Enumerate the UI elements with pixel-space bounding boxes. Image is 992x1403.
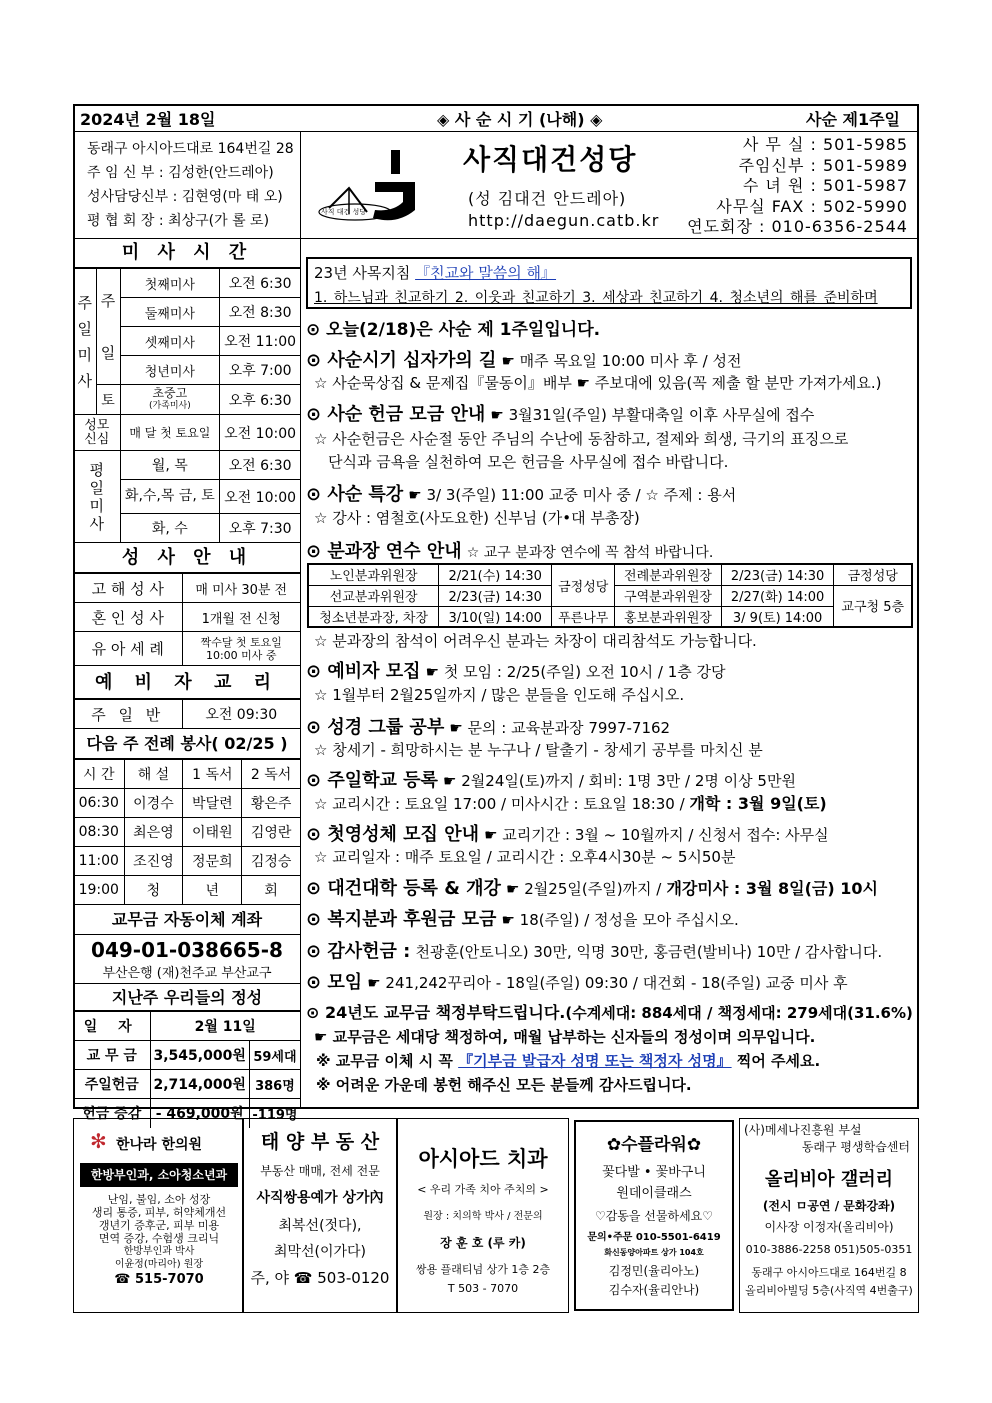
- offering-header: 일 자: [74, 1012, 150, 1041]
- weekday-mass-label: 평 일 미 사: [74, 451, 120, 543]
- left-column: [74, 238, 300, 1128]
- training-date: 3/10(일) 14:00: [439, 606, 552, 627]
- sacrament-table: [74, 573, 300, 666]
- contact-list: [687, 135, 908, 238]
- weekday-days: 화, 수: [120, 514, 220, 543]
- ad-line: 면역 증강, 수험생 크리닉: [98, 1232, 220, 1245]
- office-fax: 사무실 FAX : 502-5990: [716, 196, 908, 216]
- divider: [74, 131, 919, 132]
- service-person: 김정승: [242, 847, 300, 876]
- offering-title: 지난주 우리들의 정성: [74, 984, 300, 1011]
- notice-heading: ⊙ 모임: [306, 972, 363, 993]
- training-place: 교구청 5층: [834, 585, 912, 627]
- parish-name: 사직대건성당: [463, 143, 638, 176]
- notice-heading: ⊙ 주일학교 등록: [306, 770, 438, 791]
- service-time: 08:30: [74, 818, 124, 847]
- council-president: 평 협 회 장 : 최상구(가 롤 로): [87, 213, 270, 229]
- notice-sub: 단식과 금욕을 실천하여 모은 헌금을 사무실에 접수 바랍니다.: [328, 453, 729, 471]
- training-table: [307, 563, 913, 628]
- sacrament-info: 1개월 전 신청: [182, 603, 300, 632]
- training-place: 푸른나무: [552, 606, 615, 627]
- saturday-mass-label: 초중고: [152, 385, 188, 400]
- parish-patron: (성 김대건 안드레아): [468, 189, 627, 208]
- service-person: 조진영: [124, 847, 183, 876]
- notice-sub: ☆ 창세기 - 희망하시는 분 누구나 / 탈출기 - 창세기 공부를 마치신 분: [314, 741, 763, 759]
- offering-count: 59세대: [249, 1041, 300, 1070]
- offering-amount: 2,714,000원: [150, 1070, 249, 1099]
- motto-items: 1. 하느님과 친교하기 2. 이웃과 친교하기 3. 세상과 친교하기 4. 청소년의 해를 준비하며: [314, 290, 878, 306]
- notice-heading: ⊙ 분과장 연수 안내: [306, 541, 462, 562]
- service-person: 최은영: [124, 818, 183, 847]
- convent-phone: 수 녀 원 : 501-5987: [742, 176, 908, 195]
- sacrament-info: 짝수달 첫 토요일 10:00 미사 중: [182, 632, 300, 666]
- ad-olivia-gallery: [739, 1118, 919, 1313]
- service-title: 다음 주 전례 봉사( 02/25 ): [74, 729, 300, 759]
- ad-line: 부동산 매매, 전세 전문: [260, 1164, 380, 1178]
- notice-heading: ⊙ 예비자 모집: [306, 661, 421, 682]
- training-date: 3/ 9(토) 14:00: [721, 606, 834, 627]
- ad-taeyang-realty: [243, 1118, 397, 1313]
- notice-sub: [314, 791, 827, 814]
- assistant-priest: 성사담당신부 : 김현영(마 태 오): [87, 189, 283, 205]
- sacrament-name: 고 해 성 사: [74, 574, 182, 603]
- service-person: 박달련: [183, 789, 242, 818]
- training-role: 홍보분과위원장: [615, 606, 721, 627]
- mass-time: 오전 6:30: [220, 269, 300, 298]
- offering-amount: 3,545,000원: [150, 1041, 249, 1070]
- ad-line: < 우리 가족 치아 주치의 >: [417, 1183, 549, 1196]
- office-phone: 사 무 실 : 501-5985: [742, 135, 908, 154]
- sacrament-title: 성 사 안 내: [74, 543, 300, 573]
- notice-training: [306, 537, 713, 563]
- notice-thanks-offering: [306, 937, 882, 963]
- ad-name: 태 양 부 동 산: [260, 1131, 380, 1153]
- service-header: 시 간: [74, 760, 124, 789]
- motto-title: 『친교와 말씀의 해』: [415, 264, 557, 282]
- catechumen-class: 주 일 반: [74, 700, 182, 729]
- marian-devotion-time: 오전 10:00: [220, 415, 300, 451]
- service-time: 19:00: [74, 876, 124, 905]
- ad-phone: ☎ 515-7070: [114, 1272, 204, 1287]
- ad-line: 한방부인과 박사: [123, 1246, 195, 1257]
- ad-line: 올리비아빌딩 5층(사직역 4번출구): [745, 1284, 913, 1297]
- notice-lecture: [306, 480, 736, 506]
- notice-detail: ☛ 문의 : 교육분과장 7997-7162: [449, 719, 671, 737]
- training-date: 2/23(금) 14:30: [439, 585, 552, 606]
- saturday-label: 토: [96, 385, 120, 415]
- ad-phone: 주, 야 ☎ 503-0120: [250, 1269, 390, 1287]
- mass-name: 셋째미사: [120, 327, 220, 356]
- offering-label: 주일헌금: [74, 1070, 150, 1099]
- marian-devotion-sub: 매 달 첫 토요일: [120, 415, 220, 451]
- notice-dues: [306, 1000, 913, 1023]
- notice-stations: [306, 346, 741, 372]
- ad-name: ✿수플라워✿: [606, 1135, 702, 1155]
- ad-line: 이윤정(마리아) 원장: [114, 1259, 204, 1270]
- offering-count: -119명: [249, 1099, 300, 1128]
- logo-caption: 사직 대건 성당: [321, 208, 367, 216]
- notice-sub-link: 『기부금 발급자 성명 또는 책정자 성명』: [458, 1052, 732, 1070]
- ad-line: 최막선(이가다): [273, 1244, 367, 1260]
- notice-detail: ☆ 교구 분과장 연수에 꼭 참석 바랍니다.: [466, 545, 714, 561]
- service-header: 1 독서: [183, 760, 242, 789]
- ad-line: 갱년기 증후군, 피부 미용: [98, 1219, 220, 1232]
- service-header: 해 설: [124, 760, 183, 789]
- youth-group: 청: [124, 876, 183, 905]
- offering-table: [74, 1011, 300, 1128]
- notice-heading: ⊙ 사순 특강: [306, 484, 404, 505]
- notice-sub: ☛ 교무금은 세대당 책정하여, 매월 납부하는 신자들의 정성이며 의무입니다.: [314, 1028, 816, 1046]
- liturgical-week: 사순 제1주일: [806, 110, 900, 129]
- motto-prefix: 23년 사목지침: [314, 264, 416, 282]
- service-time: 11:00: [74, 847, 124, 876]
- youth-group: 회: [242, 876, 300, 905]
- training-date: 2/23(금) 14:30: [721, 564, 834, 585]
- notice-sub-text: ※ 교무금 이체 시 꼭: [316, 1052, 453, 1070]
- pastor: 주 임 신 부 : 김성한(안드레아): [87, 165, 274, 181]
- ad-hanara-clinic: [73, 1118, 243, 1313]
- ad-body: [74, 1193, 244, 1286]
- training-role: 선교분과위원장: [308, 585, 439, 606]
- autopay-box: [74, 935, 300, 984]
- notice-sub: ※ 어려운 가운데 봉헌 해주신 모든 분들께 감사드립니다.: [316, 1076, 692, 1094]
- notice-meeting: [306, 968, 848, 994]
- notice-lent-offering: [306, 400, 814, 426]
- mass-time: 오전 11:00: [220, 327, 300, 356]
- notice-detail: ☛ 교리기간 : 3월 ~ 10월까지 / 신청서 접수: 사무실: [484, 826, 829, 844]
- service-person: 황은주: [242, 789, 300, 818]
- ad-name: 아시아드 치과: [418, 1147, 548, 1171]
- notice-detail: ☛ 3/ 3(주일) 11:00 교중 미사 중 / ☆ 주제 : 용서: [408, 486, 737, 504]
- notice-detail: ☛ 2월24일(토)까지 / 회비: 1명 3만 / 2명 이상 5만원: [443, 772, 796, 790]
- issue-date: 2024년 2월 18일: [80, 110, 216, 129]
- notice-heading: ⊙ 복지분과 후원금 모금: [306, 909, 497, 930]
- training-role: 노인분과위원장: [308, 564, 439, 585]
- mass-title: 미 사 시 간: [74, 238, 300, 268]
- ad-line: ♡감동을 선물하세요♡: [594, 1209, 714, 1223]
- notice-heading: ⊙ 성경 그룹 공부: [306, 717, 445, 738]
- offering-count: 386명: [249, 1070, 300, 1099]
- ad-phone: 010-3886-2258 051)505-0351: [745, 1243, 913, 1256]
- notice-heading: ⊙ 사순시기 십자가의 길: [306, 350, 497, 371]
- notice-detail: 천광훈(안토니오) 30만, 익명 30만, 홍금련(발비나) 10만 / 감사합니다.: [415, 943, 883, 961]
- weekday-time: 오전 10:00: [220, 480, 300, 514]
- service-table: [74, 759, 300, 905]
- autopay-title: 교무금 자동이체 계좌: [74, 905, 300, 935]
- service-person: 정문희: [183, 847, 242, 876]
- notice-detail: ☛ 매주 목요일 10:00 미사 후 / 성전: [501, 352, 742, 370]
- saturday-mass-sub: (가족미사): [148, 400, 191, 411]
- notice-detail: ☛ 241,242꾸리아 - 18일(주일) 09:30 / 대건회 - 18(주일) 교중 미사 후: [367, 974, 848, 992]
- ad-name: 한나라 한의원: [116, 1137, 203, 1153]
- catechumen-title: 예 비 자 교 리: [74, 666, 300, 699]
- notice-catechumen: [306, 657, 726, 683]
- mass-name: 둘째미사: [120, 298, 220, 327]
- sunday-mass-label: 주 일 미 사: [74, 269, 96, 415]
- notice-sub: ☆ 사순묵상집 & 문제집『물동이』배부 ☛ 주보대에 있음(꼭 제출 할 분만 가져가세요.): [314, 374, 882, 392]
- mass-time: 오전 8:30: [220, 298, 300, 327]
- notice-detail: ☛ 18(주일) / 정성을 모아 주십시오.: [501, 911, 739, 929]
- notice-detail: (수계세대: 884세대 / 책정세대: 279세대(31.6%): [565, 1004, 913, 1022]
- service-time: 06:30: [74, 789, 124, 818]
- ad-name: 올리비아 갤러리: [765, 1169, 893, 1190]
- notice-detail: ☛ 첫 모임 : 2/25(주일) 오전 10시 / 1층 강당: [425, 663, 726, 681]
- ad-phone: 문의•주문 010-5501-6419: [587, 1232, 721, 1243]
- ad-line: 쌍용 플래티넘 상가 1층 2층: [415, 1263, 551, 1276]
- saturday-mass-name: [120, 385, 220, 415]
- notice-heading: ⊙ 사순 헌금 모금 안내: [306, 404, 486, 425]
- notice-detail: ☛ 2월25일(주일)까지 /: [506, 880, 662, 898]
- notice-first-communion: [306, 820, 829, 846]
- ad-line: 최복선(젓다),: [278, 1218, 362, 1234]
- ad-asiad-dental: [397, 1118, 569, 1313]
- sunday-label: 주 일: [96, 269, 120, 385]
- parish-logo: [315, 140, 425, 230]
- ad-line: 김수자(율리안나): [608, 1283, 700, 1297]
- liturgical-season: ◈ 사 순 시 기 (나해) ◈: [437, 110, 603, 129]
- mass-name: 청년미사: [120, 356, 220, 385]
- service-person: 이태원: [183, 818, 242, 847]
- sacrament-info: 매 미사 30분 전: [182, 574, 300, 603]
- parish-address: 동래구 아시아드대로 164번길 28: [87, 141, 294, 157]
- notice-sub: ☆ 1월부터 2월25일까지 / 많은 분들을 인도해 주십시오.: [314, 686, 685, 704]
- notice-detail: ☛ 3월31일(주일) 부활대축일 이후 사무실에 접수: [490, 406, 815, 424]
- catechumen-table: [74, 699, 300, 729]
- notice-welfare: [306, 905, 739, 931]
- ad-line: 원데이클래스: [616, 1186, 692, 1201]
- catechumen-time: 오전 09:30: [182, 700, 300, 729]
- training-role: 구역분과위원장: [615, 585, 721, 606]
- ad-phone: T 503 - 7070: [447, 1282, 519, 1295]
- mass-time: 오후 7:00: [220, 356, 300, 385]
- notice-sub: [316, 1050, 820, 1071]
- notice-heading: ⊙ 감사헌금 :: [306, 941, 411, 962]
- notice-sunday-school: [306, 766, 796, 792]
- weekday-days: 월, 목: [120, 451, 220, 480]
- weekday-time: 오전 6:30: [220, 451, 300, 480]
- mass-name: 첫째미사: [120, 269, 220, 298]
- training-date: 2/21(수) 14:30: [439, 564, 552, 585]
- ad-line: 생리 통증, 피부, 허약체개선: [91, 1206, 227, 1219]
- service-person: 김영란: [242, 818, 300, 847]
- offering-header: 2월 11일: [150, 1012, 300, 1041]
- training-role: 전례분과위원장: [615, 564, 721, 585]
- parish-url[interactable]: http://daegun.catb.kr: [468, 211, 660, 230]
- sacrament-name: 유 아 세 례: [74, 632, 182, 666]
- ad-line: 동래구 아시아드대로 164번길 8: [751, 1266, 907, 1279]
- marian-devotion-label: 성모 신심: [74, 415, 120, 451]
- ad-line: 이사장 이정자(올리비아): [764, 1220, 894, 1234]
- notice-bible-study: [306, 713, 670, 739]
- ad-band: 한방부인과, 소아청소년과: [80, 1163, 238, 1187]
- column-divider: [300, 238, 301, 1109]
- offering-label: 헌금 증감: [74, 1099, 150, 1128]
- offering-amount: - 469,000원: [150, 1099, 249, 1128]
- youth-group: 년: [183, 876, 242, 905]
- notice-sub-text: ☆ 교리시간 : 토요일 17:00 / 미사시간 : 토요일 18:30 /: [314, 795, 685, 813]
- flower-icon: ✻: [90, 1129, 107, 1153]
- ad-line: 사직쌍용예가 상가內: [256, 1190, 384, 1206]
- ad-line: 난임, 불임, 소아 성장: [107, 1193, 211, 1206]
- notice-sub-bold: 개학 : 3월 9일(토): [689, 794, 827, 813]
- autopay-account: 049-01-038665-8: [91, 938, 283, 962]
- notice-detail-bold: 개강미사 : 3월 8일(금) 10시: [666, 879, 878, 898]
- ad-line: 김정민(율리아노): [608, 1264, 700, 1278]
- sacrament-name: 혼 인 성 사: [74, 603, 182, 632]
- training-place: 금정성당: [552, 564, 615, 606]
- notice-daegun-college: [306, 874, 878, 900]
- ad-line: (전시 ㅁ공연 / 문화강좌): [762, 1199, 896, 1213]
- funeral-president-phone: 연도회장 : 010-6356-2544: [687, 217, 908, 236]
- notice-sub: ☆ 사순헌금은 사순절 동안 주님의 수난에 동참하고, 절제와 희생, 극기의 표징으로: [314, 430, 849, 448]
- weekday-time: 오후 7:30: [220, 514, 300, 543]
- notice-heading: ⊙ 첫영성체 모집 안내: [306, 824, 479, 845]
- autopay-bank: 부산은행 (재)천주교 부산교구: [102, 966, 272, 981]
- notice-sub: ☆ 교리일자 : 매주 토요일 / 교리시간 : 오후4시30분 ~ 5시50분: [314, 848, 736, 866]
- ad-line: 장 훈 호 (루 카): [440, 1236, 526, 1250]
- ad-line: 동래구 평생학습센터: [801, 1140, 910, 1154]
- service-person: 이경수: [124, 789, 183, 818]
- training-date: 2/27(화) 14:00: [721, 585, 834, 606]
- ad-line: 원장 : 치의학 박사 / 전문의: [423, 1211, 543, 1222]
- notice-heading: ⊙ 24년도 교무금 책정부탁드립니다.: [306, 1003, 566, 1022]
- ad-sue-flower: [574, 1120, 734, 1311]
- weekday-days: 화,수,목 금, 토: [120, 480, 220, 514]
- notice-sub-text: 찍어 주세요.: [736, 1052, 821, 1070]
- notice-heading: ⊙ 대건대학 등록 & 개강: [306, 878, 501, 899]
- divider: [300, 131, 301, 238]
- parish-staff: [87, 137, 294, 233]
- ad-line: 화신동양아파트 상가 104호: [604, 1248, 704, 1257]
- ad-line: (사)메세나진흥원 부설: [744, 1123, 862, 1137]
- training-role: 청소년분과장, 차장: [308, 606, 439, 627]
- offering-label: 교 무 금: [74, 1041, 150, 1070]
- ad-line: 꽃다발 • 꽃바구니: [602, 1165, 706, 1180]
- pastor-phone: 주임신부 : 501-5989: [738, 155, 908, 175]
- training-place: 금정성당: [834, 564, 912, 585]
- notice-sub: ☆ 분과장의 참석이 어려우신 분과는 차장이 대리참석도 가능합니다.: [314, 632, 757, 650]
- saturday-mass-time: 오후 6:30: [220, 385, 300, 415]
- notice-sub: ☆ 강사 : 염철호(사도요한) 신부님 (가•대 부총장): [314, 509, 640, 527]
- mass-table: [74, 268, 300, 543]
- service-header: 2 독서: [242, 760, 300, 789]
- notice-today: ⊙ 오늘(2/18)은 사순 제 1주일입니다.: [306, 320, 601, 340]
- pastoral-motto-box: [306, 257, 912, 309]
